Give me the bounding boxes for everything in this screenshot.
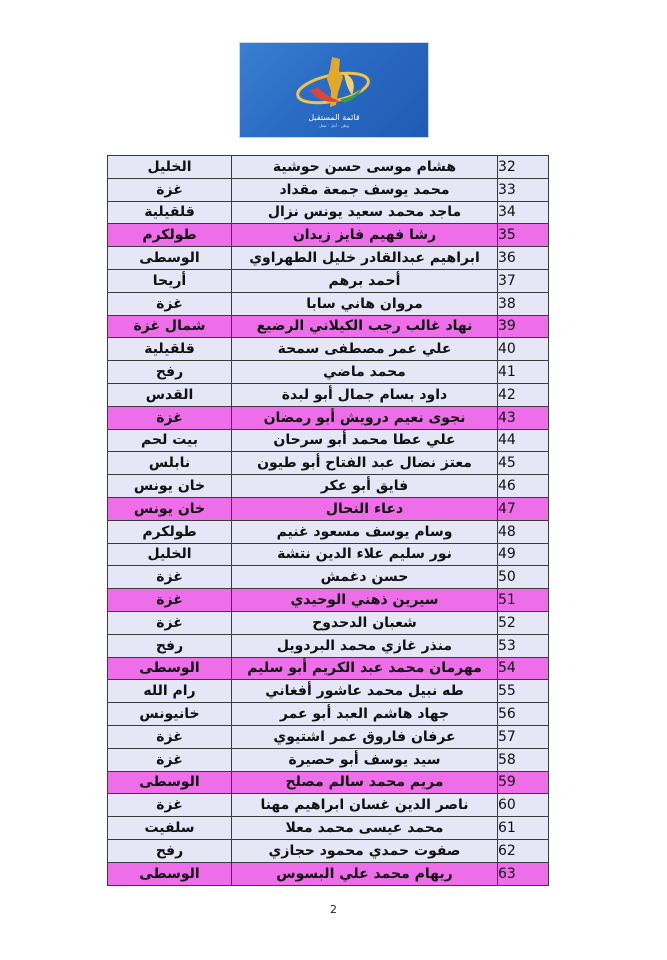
row-number: 57 [498, 725, 549, 748]
row-number: 59 [498, 771, 549, 794]
candidate-district: غزة [108, 794, 232, 817]
row-number: 40 [498, 338, 549, 361]
row-number: 44 [498, 429, 549, 452]
candidate-district: رفح [108, 361, 232, 384]
row-number: 33 [498, 178, 549, 201]
table-row [108, 862, 549, 885]
row-number: 49 [498, 543, 549, 566]
row-number: 53 [498, 634, 549, 657]
candidate-name: نجوى نعيم درويش أبو رمضان [232, 406, 498, 429]
row-number: 51 [498, 589, 549, 612]
table-row [108, 269, 549, 292]
logo-subtitle: وطن · أمل · عمل [319, 123, 349, 128]
table-row [108, 338, 549, 361]
candidate-name: عرفان فاروق عمر اشتيوي [232, 725, 498, 748]
candidate-name: رشا فهيم فايز زيدان [232, 224, 498, 247]
row-number: 39 [498, 315, 549, 338]
row-number: 62 [498, 839, 549, 862]
row-number: 32 [498, 156, 549, 179]
table-row [108, 292, 549, 315]
candidate-name: وسام يوسف مسعود غنيم [232, 520, 498, 543]
table-row [108, 315, 549, 338]
row-number: 52 [498, 611, 549, 634]
row-number: 48 [498, 520, 549, 543]
candidate-name: حسن دغمش [232, 566, 498, 589]
table-row [108, 224, 549, 247]
candidate-district: غزة [108, 178, 232, 201]
table-row [108, 611, 549, 634]
table-row [108, 361, 549, 384]
candidate-name: سيد يوسف أبو حصيرة [232, 748, 498, 771]
candidate-district: شمال غزة [108, 315, 232, 338]
candidate-district: غزة [108, 725, 232, 748]
candidate-district: رفح [108, 839, 232, 862]
row-number: 35 [498, 224, 549, 247]
row-number: 36 [498, 247, 549, 270]
table-row [108, 680, 549, 703]
table-row [108, 497, 549, 520]
candidate-name: مهرمان محمد عبد الكريم أبو سليم [232, 657, 498, 680]
table-row [108, 589, 549, 612]
candidate-district: رام الله [108, 680, 232, 703]
candidate-district: خانيونس [108, 703, 232, 726]
candidate-name: طه نبيل محمد عاشور أفغاني [232, 680, 498, 703]
row-number: 61 [498, 817, 549, 840]
table-row [108, 566, 549, 589]
candidate-district: الوسطى [108, 771, 232, 794]
candidate-district: طولكرم [108, 224, 232, 247]
candidate-district: الخليل [108, 156, 232, 179]
candidate-name: علي عمر مصطفى سمحة [232, 338, 498, 361]
candidate-district: غزة [108, 589, 232, 612]
table-row [108, 657, 549, 680]
candidate-district: بيت لحم [108, 429, 232, 452]
row-number: 41 [498, 361, 549, 384]
candidate-name: علي عطا محمد أبو سرحان [232, 429, 498, 452]
candidate-name: داود بسام جمال أبو لبدة [232, 383, 498, 406]
candidate-district: القدس [108, 383, 232, 406]
table-row [108, 429, 549, 452]
table-row [108, 771, 549, 794]
table-row [108, 748, 549, 771]
logo-title: قائمة المستقبل [308, 113, 360, 122]
row-number: 42 [498, 383, 549, 406]
table-row [108, 543, 549, 566]
table-row [108, 703, 549, 726]
candidate-name: محمد عيسى محمد معلا [232, 817, 498, 840]
row-number: 58 [498, 748, 549, 771]
candidate-district: غزة [108, 748, 232, 771]
table-row [108, 634, 549, 657]
row-number: 50 [498, 566, 549, 589]
candidate-name: منذر غازي محمد البردويل [232, 634, 498, 657]
table-row [108, 406, 549, 429]
candidate-name: نهاد غالب رجب الكيلاني الرضيع [232, 315, 498, 338]
table-row [108, 201, 549, 224]
candidate-name: شعبان الدحدوح [232, 611, 498, 634]
table-row [108, 156, 549, 179]
candidate-district: الوسطى [108, 247, 232, 270]
candidate-district: الخليل [108, 543, 232, 566]
candidate-name: ناصر الدين غسان ابراهيم مهنا [232, 794, 498, 817]
table-row [108, 178, 549, 201]
candidate-district: خان يونس [108, 497, 232, 520]
candidate-name: ريهام محمد علي البسوس [232, 862, 498, 885]
page-number: 2 [330, 903, 337, 916]
candidate-name: ماجد محمد سعيد يونس نزال [232, 201, 498, 224]
candidate-district: قلقيلية [108, 201, 232, 224]
candidate-district: طولكرم [108, 520, 232, 543]
row-number: 56 [498, 703, 549, 726]
table-row [108, 725, 549, 748]
candidate-name: سيرين ذهني الوحيدي [232, 589, 498, 612]
row-number: 37 [498, 269, 549, 292]
row-number: 47 [498, 497, 549, 520]
candidate-district: غزة [108, 611, 232, 634]
row-number: 55 [498, 680, 549, 703]
candidate-district: نابلس [108, 452, 232, 475]
row-number: 45 [498, 452, 549, 475]
row-number: 38 [498, 292, 549, 315]
candidate-name: محمد يوسف جمعة مقداد [232, 178, 498, 201]
candidate-district: خان يونس [108, 475, 232, 498]
candidate-name: مريم محمد سالم مصلح [232, 771, 498, 794]
table-row [108, 383, 549, 406]
candidate-name: نور سليم علاء الدين نتشة [232, 543, 498, 566]
candidate-district: رفح [108, 634, 232, 657]
table-row [108, 452, 549, 475]
candidates-table [107, 155, 549, 886]
candidate-name: فايق أبو عكر [232, 475, 498, 498]
table-row [108, 520, 549, 543]
candidate-name: مروان هاني سابا [232, 292, 498, 315]
table-row [108, 475, 549, 498]
row-number: 46 [498, 475, 549, 498]
table-row [108, 817, 549, 840]
row-number: 34 [498, 201, 549, 224]
candidate-name: جهاد هاشم العبد أبو عمر [232, 703, 498, 726]
candidate-district: غزة [108, 566, 232, 589]
candidate-district: الوسطى [108, 862, 232, 885]
candidate-name: صفوت حمدي محمود حجازي [232, 839, 498, 862]
candidate-district: الوسطى [108, 657, 232, 680]
candidate-district: أريحا [108, 269, 232, 292]
table-row [108, 794, 549, 817]
candidate-district: غزة [108, 406, 232, 429]
candidate-name: ابراهيم عبدالقادر خليل الطهراوي [232, 247, 498, 270]
candidate-name: دعاء النحال [232, 497, 498, 520]
row-number: 63 [498, 862, 549, 885]
row-number: 60 [498, 794, 549, 817]
candidate-district: غزة [108, 292, 232, 315]
candidate-name: معتز نضال عبد الفتاح أبو طيون [232, 452, 498, 475]
party-logo [240, 43, 428, 137]
candidate-name: أحمد برهم [232, 269, 498, 292]
table-row [108, 839, 549, 862]
candidate-name: هشام موسى حسن حوشية [232, 156, 498, 179]
table-row [108, 247, 549, 270]
row-number: 54 [498, 657, 549, 680]
candidate-district: سلفيت [108, 817, 232, 840]
candidate-district: قلقيلية [108, 338, 232, 361]
candidate-name: محمد ماضي [232, 361, 498, 384]
row-number: 43 [498, 406, 549, 429]
